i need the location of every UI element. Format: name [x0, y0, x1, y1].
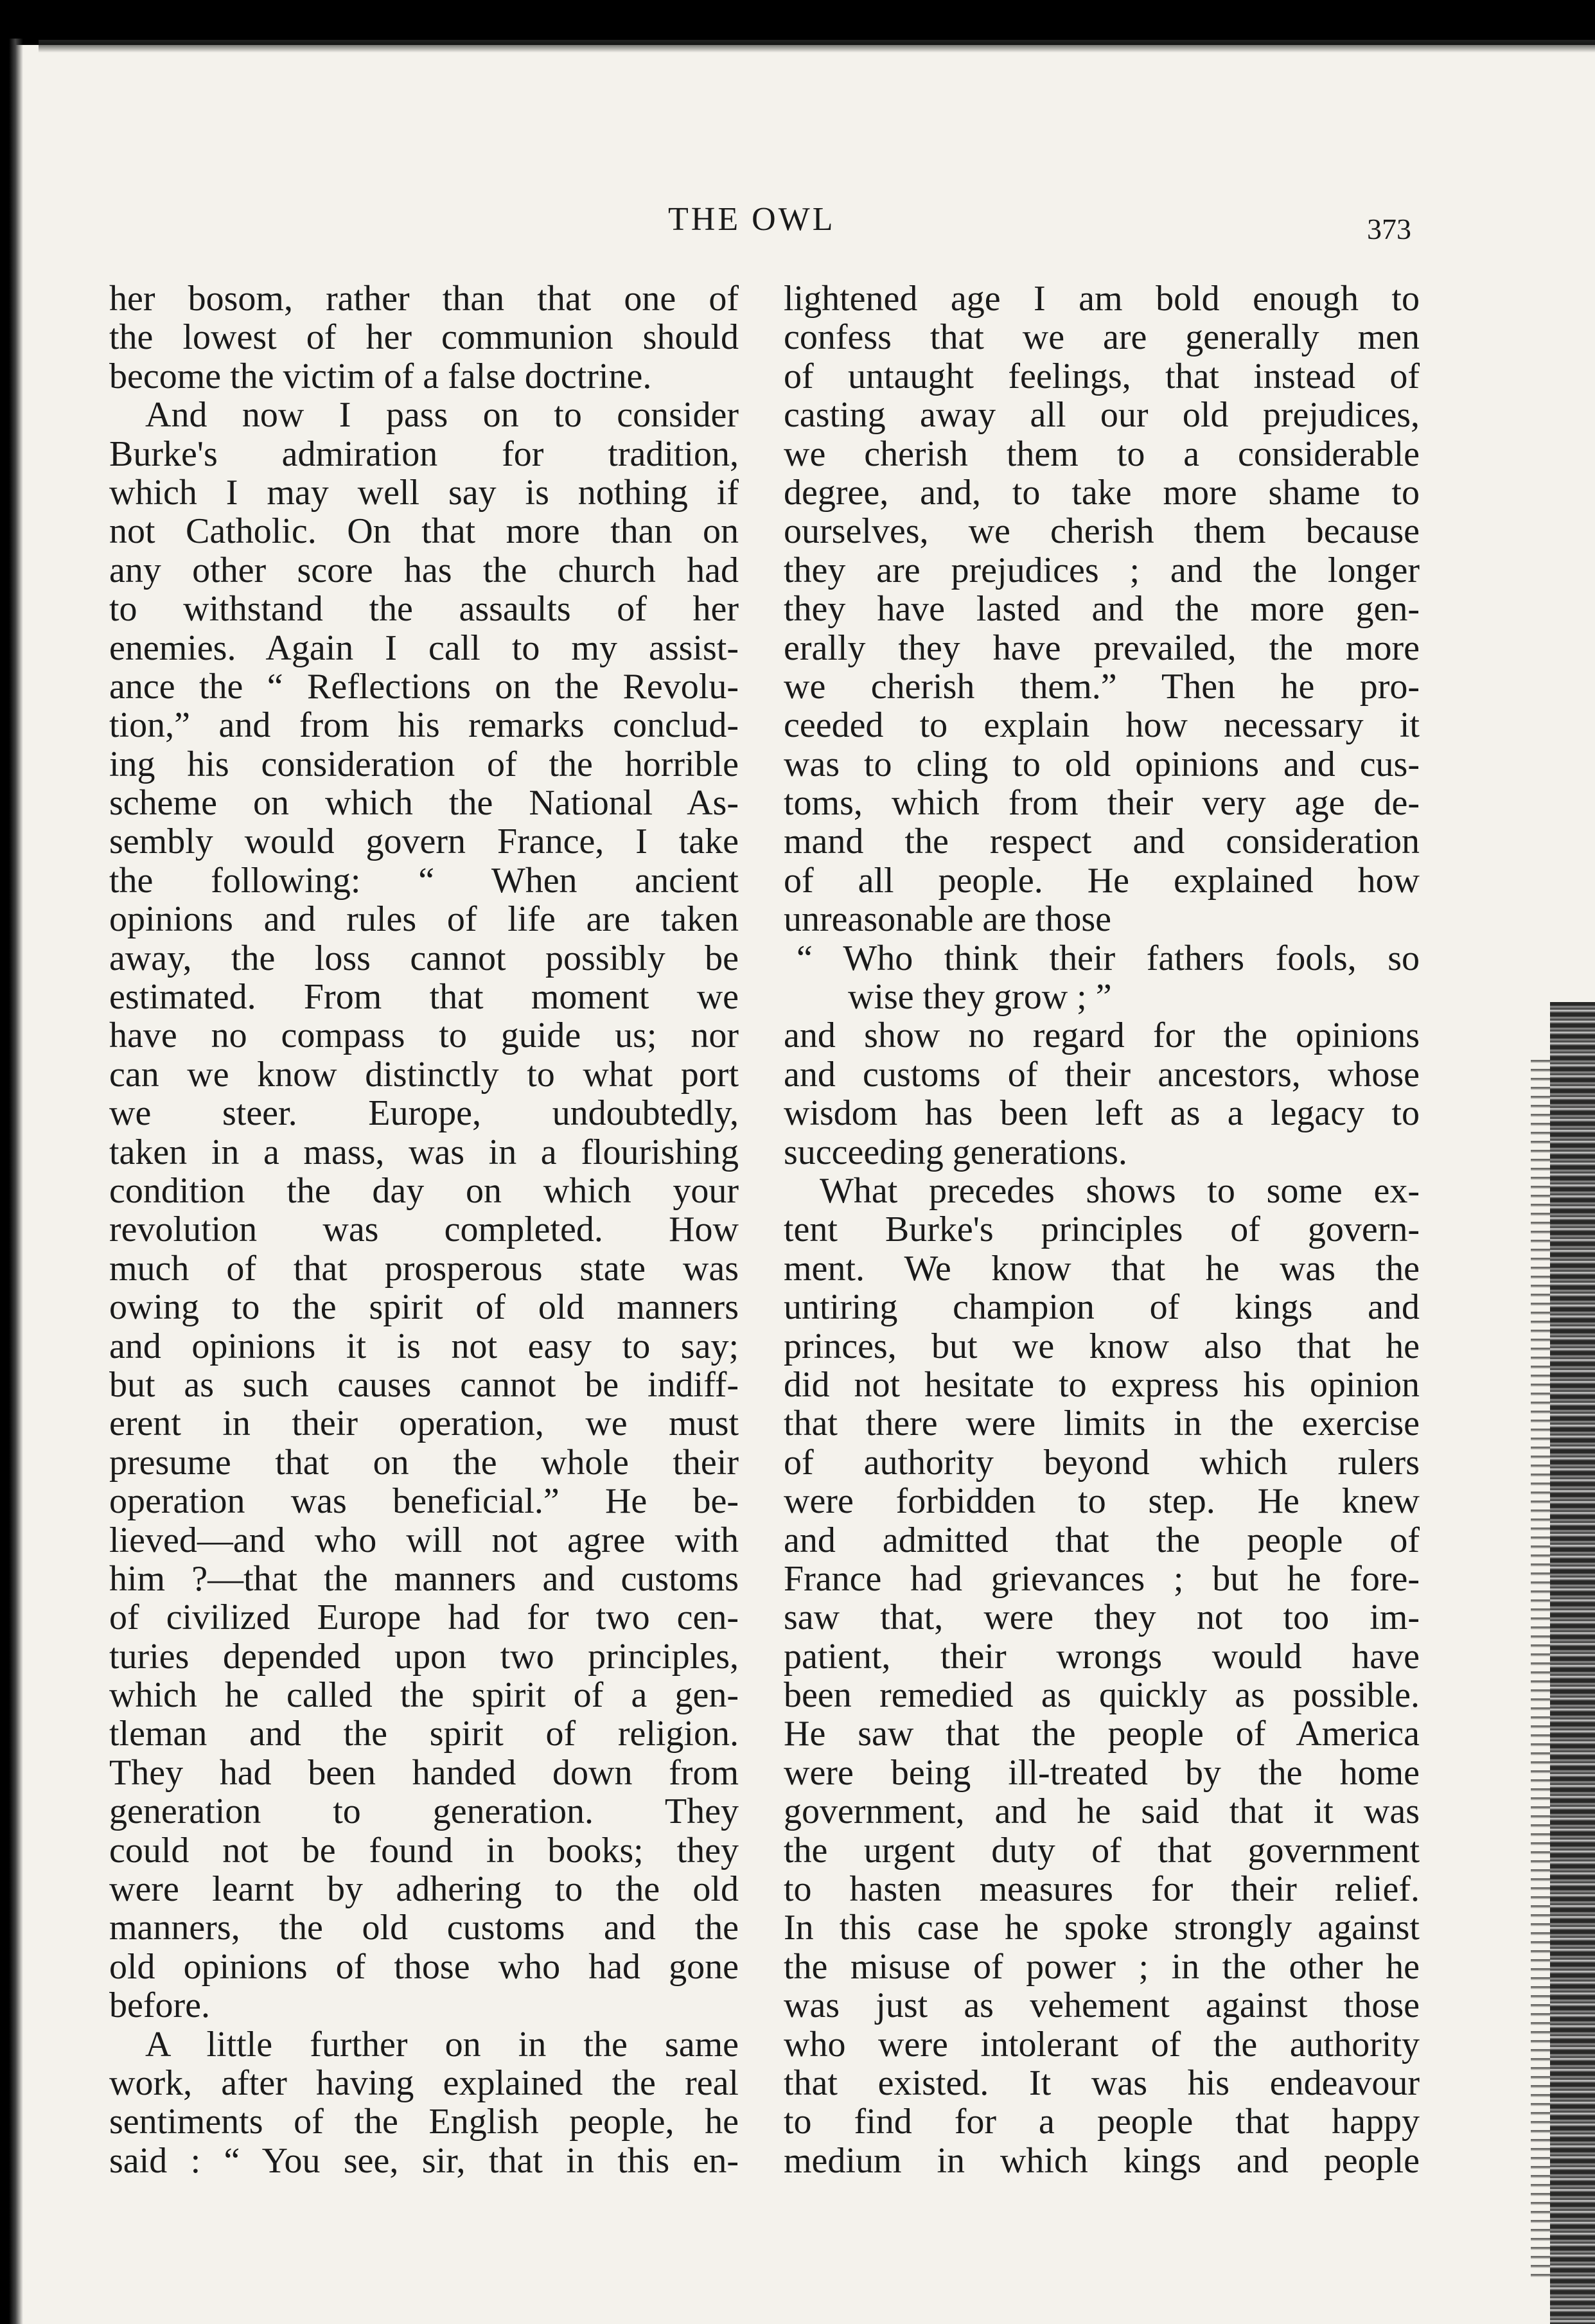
- text-line: away, the loss cannot possibly be: [109, 938, 739, 978]
- text-line: degree, and, to take more shame to: [784, 473, 1420, 513]
- text-line: to find for a people that happy: [784, 2102, 1420, 2142]
- text-line: ing his consideration of the horrible: [109, 744, 739, 784]
- text-line: was to cling to old opinions and cus-: [784, 744, 1420, 784]
- scan-top-border: [0, 0, 1595, 45]
- text-line: can we know distinctly to what port: [109, 1055, 739, 1095]
- text-line: condition the day on which your: [109, 1171, 739, 1211]
- text-line: lightened age I am bold enough to: [784, 279, 1420, 319]
- text-line: and customs of their ancestors, whose: [784, 1055, 1420, 1095]
- text-line: A little further on in the same: [145, 2025, 739, 2064]
- text-line: said : “ You see, sir, that in this en-: [109, 2141, 739, 2181]
- text-line: that there were limits in the exercise: [784, 1404, 1420, 1443]
- text-line: and opinions it is not easy to say;: [109, 1326, 739, 1366]
- text-line: mand the respect and consideration: [784, 822, 1420, 861]
- text-line: Burke's admiration for tradition,: [109, 434, 739, 473]
- text-line: ceeded to explain how necessary it: [784, 706, 1420, 745]
- text-line: government, and he said that it was: [784, 1792, 1420, 1831]
- text-line: tion,” and from his remarks conclud-: [109, 706, 739, 745]
- text-line: lieved—and who will not agree with: [109, 1520, 739, 1560]
- text-line: we steer. Europe, undoubtedly,: [109, 1094, 739, 1133]
- text-line: not Catholic. On that more than on: [109, 512, 739, 551]
- text-line: to hasten measures for their relief.: [784, 1870, 1420, 1909]
- text-line: of authority beyond which rulers: [784, 1443, 1420, 1483]
- text-line: presume that on the whole their: [109, 1443, 739, 1483]
- text-line: of all people. He explained how: [784, 861, 1420, 901]
- text-line: which he called the spirit of a gen-: [109, 1676, 739, 1715]
- text-line: operation was beneficial.” He be-: [109, 1482, 739, 1521]
- scan-top-shadow: [39, 40, 1595, 53]
- text-line: were forbidden to step. He knew: [784, 1482, 1420, 1521]
- text-line: untiring champion of kings and: [784, 1288, 1420, 1327]
- text-line: him ?—that the manners and customs: [109, 1559, 739, 1599]
- text-line: erent in their operation, we must: [109, 1404, 739, 1443]
- running-title: THE OWL: [668, 201, 836, 238]
- page-header: [0, 200, 1595, 245]
- text-line: patient, their wrongs would have: [784, 1637, 1420, 1677]
- text-line: we cherish them.” Then he pro-: [784, 667, 1420, 707]
- text-line: wise they grow ; ”: [848, 978, 1112, 1017]
- text-line: have no compass to guide us; nor: [109, 1016, 739, 1055]
- text-line: tleman and the spirit of religion.: [109, 1714, 739, 1754]
- text-line: of untaught feelings, that instead of: [784, 357, 1420, 396]
- text-line: medium in which kings and people: [784, 2141, 1420, 2181]
- text-line: manners, the old customs and the: [109, 1908, 739, 1948]
- text-line: saw that, were they not too im-: [784, 1598, 1420, 1637]
- text-line: succeeding generations.: [784, 1132, 1127, 1172]
- text-line: He saw that the people of America: [784, 1714, 1420, 1754]
- text-line: generation to generation. They: [109, 1792, 739, 1831]
- text-line: that existed. It was his endeavour: [784, 2063, 1420, 2103]
- text-line: ment. We know that he was the: [784, 1249, 1420, 1289]
- text-line: tent Burke's principles of govern-: [784, 1210, 1420, 1249]
- text-line: confess that we are generally men: [784, 318, 1420, 357]
- text-line: and show no regard for the opinions: [784, 1016, 1420, 1055]
- text-line: wisdom has been left as a legacy to: [784, 1094, 1420, 1133]
- text-line: we cherish them to a considerable: [784, 434, 1420, 473]
- left-text-column: [109, 279, 739, 2180]
- text-line: were being ill-treated by the home: [784, 1753, 1420, 1793]
- text-line: the urgent duty of that government: [784, 1831, 1420, 1871]
- text-line: ance the “ Reflections on the Revolu-: [109, 667, 739, 707]
- text-line: In this case he spoke strongly against: [784, 1908, 1420, 1948]
- text-line: who were intolerant of the authority: [784, 2025, 1420, 2064]
- text-line: enemies. Again I call to my assist-: [109, 628, 739, 667]
- text-line: of civilized Europe had for two cen-: [109, 1598, 739, 1637]
- text-line: any other score has the church had: [109, 550, 739, 590]
- text-line: ourselves, we cherish them because: [784, 512, 1420, 551]
- text-line: revolution was completed. How: [109, 1210, 739, 1249]
- text-line: her bosom, rather than that one of: [109, 279, 739, 319]
- text-line: And now I pass on to consider: [145, 396, 739, 435]
- text-line: “ Who think their fathers fools, so: [797, 938, 1420, 978]
- text-line: France had grievances ; but he fore-: [784, 1559, 1420, 1599]
- text-line: casting away all our old prejudices,: [784, 396, 1420, 435]
- text-line: sembly would govern France, I take: [109, 822, 739, 861]
- text-line: work, after having explained the real: [109, 2063, 739, 2103]
- text-line: could not be found in books; they: [109, 1831, 739, 1871]
- text-line: scheme on which the National As-: [109, 784, 739, 823]
- text-line: which I may well say is nothing if: [109, 473, 739, 513]
- text-line: the misuse of power ; in the other he: [784, 1947, 1420, 1987]
- text-line: What precedes shows to some ex-: [820, 1171, 1420, 1211]
- text-line: the lowest of her communion should: [109, 318, 739, 357]
- text-line: was just as vehement against those: [784, 1986, 1420, 2025]
- text-line: old opinions of those who had gone: [109, 1947, 739, 1987]
- text-line: They had been handed down from: [109, 1753, 739, 1793]
- text-line: did not hesitate to express his opinion: [784, 1365, 1420, 1405]
- text-line: sentiments of the English people, he: [109, 2102, 739, 2142]
- text-line: and admitted that the people of: [784, 1520, 1420, 1560]
- text-line: they have lasted and the more gen-: [784, 590, 1420, 629]
- scan-left-edge: [0, 39, 23, 2324]
- text-line: before.: [109, 1986, 211, 2025]
- text-line: toms, which from their very age de-: [784, 784, 1420, 823]
- text-line: they are prejudices ; and the longer: [784, 550, 1420, 590]
- text-line: unreasonable are those: [784, 900, 1111, 939]
- text-line: been remedied as quickly as possible.: [784, 1676, 1420, 1715]
- text-line: princes, but we know also that he: [784, 1326, 1420, 1366]
- text-line: taken in a mass, was in a flourishing: [109, 1132, 739, 1172]
- text-line: owing to the spirit of old manners: [109, 1288, 739, 1327]
- text-line: opinions and rules of life are taken: [109, 900, 739, 939]
- text-line: erally they have prevailed, the more: [784, 628, 1420, 667]
- text-line: much of that prosperous state was: [109, 1249, 739, 1289]
- text-line: the following: “ When ancient: [109, 861, 739, 901]
- scan-right-noise: [1531, 1060, 1550, 2280]
- text-line: become the victim of a false doctrine.: [109, 357, 652, 396]
- page-number: 373: [1367, 213, 1411, 245]
- text-line: were learnt by adhering to the old: [109, 1870, 739, 1909]
- text-line: estimated. From that moment we: [109, 978, 739, 1017]
- scan-right-edge: [1550, 1002, 1595, 2324]
- text-line: turies depended upon two principles,: [109, 1637, 739, 1677]
- text-line: to withstand the assaults of her: [109, 590, 739, 629]
- text-line: but as such causes cannot be indiff-: [109, 1365, 739, 1405]
- right-text-column: [784, 279, 1420, 2180]
